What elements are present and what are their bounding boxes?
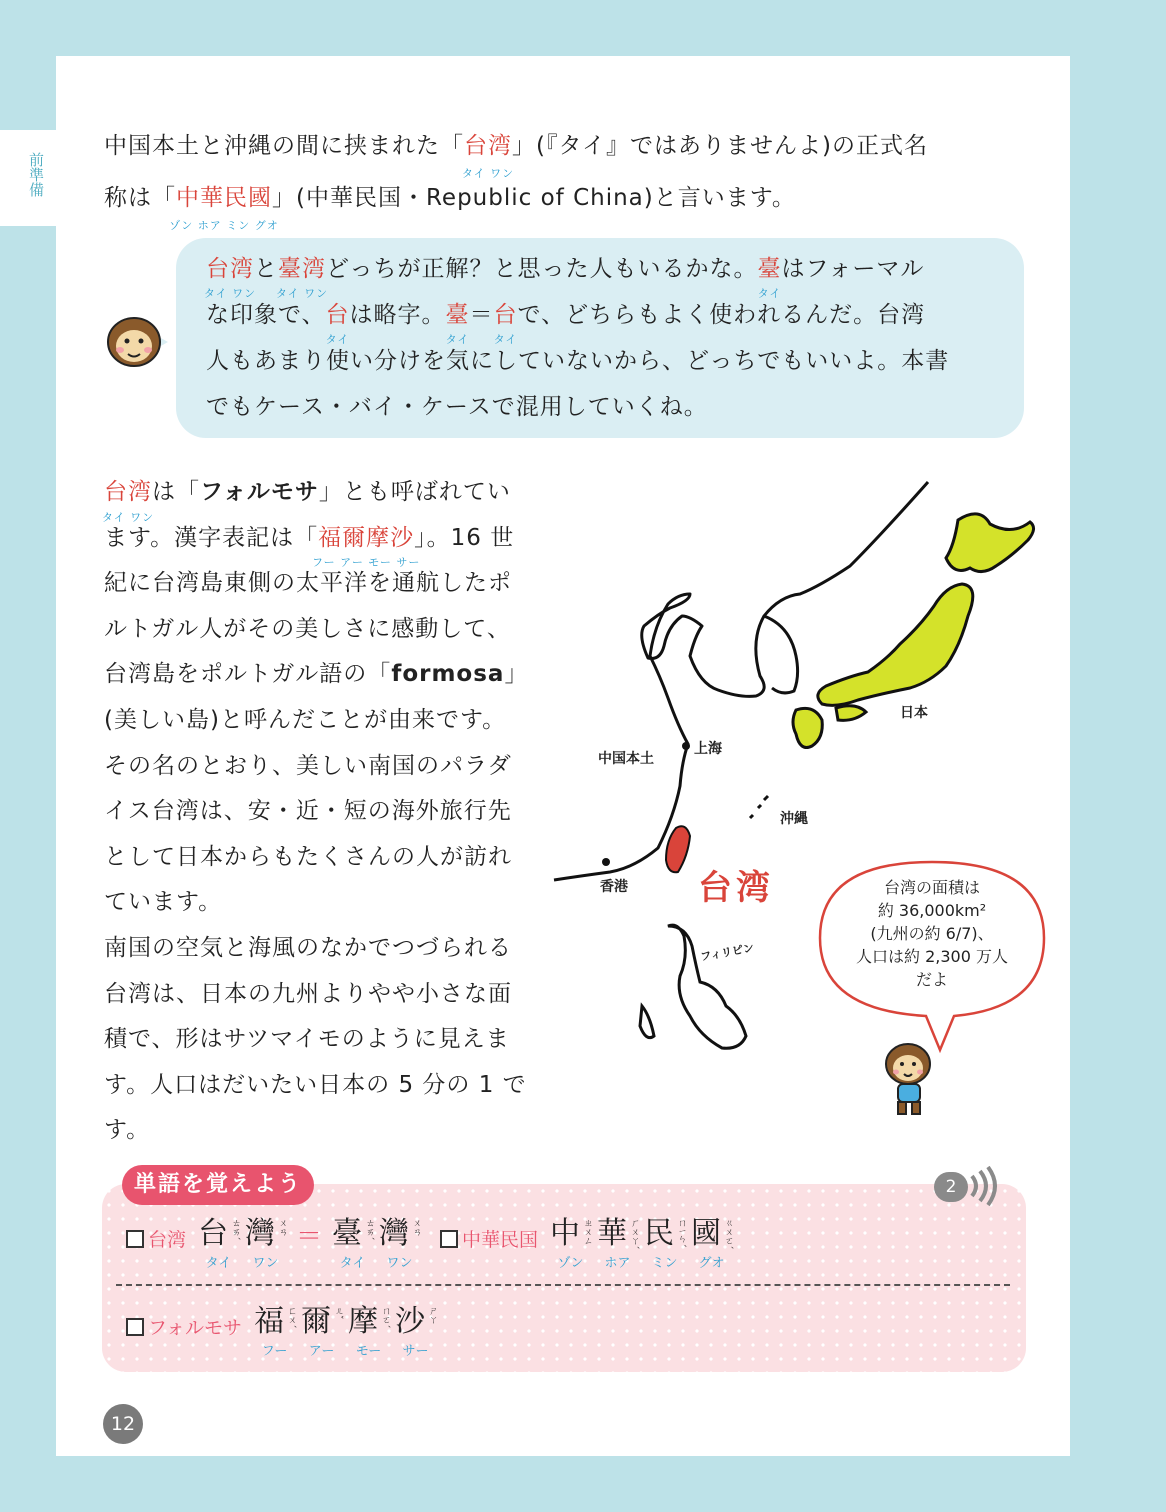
hanzi-entry xyxy=(301,1302,342,1359)
bopomofo: ㄕㄚ xyxy=(427,1306,438,1324)
hanzi-entry xyxy=(245,1214,286,1271)
hanzi-char: 臺 xyxy=(332,1216,363,1251)
kana-reading: グオ xyxy=(698,1256,725,1271)
bopomofo: ㄇㄧㄣˊ xyxy=(676,1218,687,1248)
hanzi-entry xyxy=(395,1302,436,1359)
kana-reading: モー xyxy=(355,1344,382,1359)
kana-reading: フー xyxy=(261,1344,288,1359)
hanzi-char: 灣 xyxy=(379,1216,410,1251)
hanzi-char: 福 xyxy=(254,1304,285,1339)
vocab-title: 単語を覚えよう xyxy=(122,1165,314,1205)
vocab-label: フォルモサ xyxy=(148,1317,243,1339)
hanzi-entry xyxy=(644,1214,685,1271)
bopomofo: ㄍㄨㄛˊ xyxy=(723,1218,734,1250)
kana-reading: ワン xyxy=(252,1256,279,1271)
bopomofo: ㄦˇ xyxy=(333,1306,344,1320)
equals-sign: ＝ xyxy=(296,1222,323,1252)
bopomofo: ㄊㄞˊ xyxy=(230,1218,241,1241)
kana-reading: ホア xyxy=(604,1256,631,1271)
kana-reading: サー xyxy=(402,1344,429,1359)
checkbox[interactable] xyxy=(126,1230,144,1248)
hanzi-char: 沙 xyxy=(395,1304,426,1339)
bopomofo: ㄈㄨˊ xyxy=(286,1306,297,1329)
bopomofo: ㄏㄨㄚˊ xyxy=(629,1218,640,1250)
hanzi-entry xyxy=(691,1214,732,1271)
bopomofo: ㄇㄛˊ xyxy=(380,1306,391,1329)
hanzi-entry xyxy=(550,1214,591,1271)
hanzi-entry xyxy=(379,1214,420,1271)
info-text: 台湾の面積は 約 36,000km² (九州の約 6/7)、 人口は約 2,300 万人 だよ xyxy=(856,878,1008,989)
bubble-text: 台湾 タイ ワン と臺湾 タイ ワン どっちが正解？と思った人もいるかな。臺 タイ はフォーマル な印象で、台 タイ は略字。臺 タイ ＝台 タイ で、どちらもよく使われるんだ。台湾 人もあまり使い分けを気にしていないから、どっちでもいいよ。本書 でもケース・バイ・ケースで混用していくね。 xyxy=(203,256,950,420)
body-paragraph: 台湾 タイ ワン は「フォルモサ」とも呼ばれてい ます。漢字表記は「福爾摩沙 フー アー モー サー 」。16 世 紀に台湾島東側の太平洋を通航したポ ルトガル人がその美しさに感動して、 台湾島をポルトガル語の「formosa」 (美しい島)と呼んだことが由来です。 その名のとおり、美しい南国のパラダ イス台湾は、安・近・短の海外旅行先 として日本からもたくさんの人が訪れ ています。 南国の空気と海風のなかでつづられる 台湾は、日本の九州よりやや小さな面 積で、形はサツマイモのように見えま す。人口はだいたい日本の 5 分の 1 で す。 xyxy=(101,479,529,1144)
kana-reading: アー xyxy=(308,1344,335,1359)
label-taiwan: 台湾 xyxy=(698,868,774,908)
bopomofo: ㄊㄞˊ xyxy=(364,1218,375,1241)
kana-reading: ゾン xyxy=(557,1256,584,1271)
monkey-face-icon xyxy=(104,314,168,370)
label-japan: 日本 xyxy=(900,705,928,721)
hanzi-char: 中 xyxy=(550,1216,581,1251)
audio-wave-icon[interactable] xyxy=(968,1166,1000,1206)
ruby-zhonghuaminguo: 中華民國 ゾン ホア ミン グオ xyxy=(169,185,279,232)
checkbox[interactable] xyxy=(440,1230,458,1248)
kana-reading: ワン xyxy=(386,1256,413,1271)
hanzi-char: 華 xyxy=(597,1216,628,1251)
label-okinawa: 沖縄 xyxy=(780,811,808,827)
label-philippines: フィリピン xyxy=(699,941,755,964)
audio-track-badge[interactable]: 2 xyxy=(934,1172,968,1202)
page-number: 12 xyxy=(103,1404,143,1444)
hanzi-char: 摩 xyxy=(348,1304,379,1339)
vocab-row-taiwan xyxy=(126,1214,738,1274)
hanzi-char: 台 xyxy=(198,1216,229,1251)
label-hongkong: 香港 xyxy=(600,879,628,895)
hanzi-entry xyxy=(332,1214,373,1271)
hanzi-char: 爾 xyxy=(301,1304,332,1339)
vocab-row-formosa xyxy=(126,1302,442,1362)
hanzi-entry xyxy=(597,1214,638,1271)
hanzi-char: 民 xyxy=(644,1216,675,1251)
hanzi-char: 國 xyxy=(691,1216,722,1251)
label-mainland: 中国本土 xyxy=(598,751,654,767)
hanzi-entry xyxy=(198,1214,239,1271)
bopomofo: ㄨㄢ xyxy=(277,1218,288,1236)
vocab-label: 中華民国 xyxy=(462,1229,539,1251)
hanzi-entry xyxy=(254,1302,295,1359)
checkbox[interactable] xyxy=(126,1318,144,1336)
bopomofo: ㄓㄨㄥ xyxy=(582,1218,593,1245)
bopomofo: ㄨㄢ xyxy=(411,1218,422,1236)
kana-reading: ミン xyxy=(651,1256,678,1271)
kana-reading: タイ xyxy=(205,1256,232,1271)
dashed-divider xyxy=(116,1284,1010,1286)
monkey-character-icon xyxy=(880,1040,940,1120)
label-shanghai: 上海 xyxy=(694,741,722,757)
hanzi-entry xyxy=(348,1302,389,1359)
section-label: 前準備 xyxy=(27,152,45,197)
vocab-label: 台湾 xyxy=(148,1229,187,1251)
intro-paragraph: 中国本土と沖縄の間に挟まれた「台湾 タイ ワン 」(『タイ』ではありませんよ)の正式名 称は「中華民國 ゾン ホア ミン グオ 」(中華民国・Republic of China)と言います。 xyxy=(104,120,1034,224)
kana-reading: タイ xyxy=(339,1256,366,1271)
hanzi-char: 灣 xyxy=(245,1216,276,1251)
ruby-taiwan: 台湾 タイ ワン xyxy=(461,133,515,180)
